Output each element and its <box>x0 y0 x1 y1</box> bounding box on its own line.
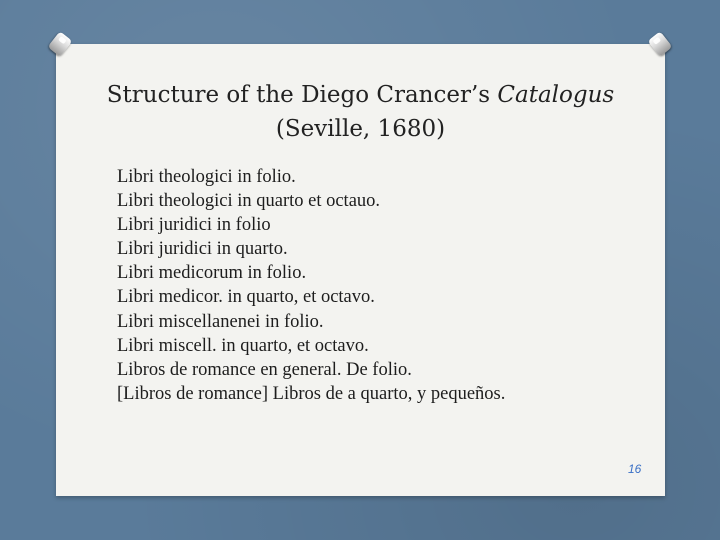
list-item: Libri miscell. in quarto, et octavo. <box>117 335 369 356</box>
list-item: [Libros de romance] Libros de a quarto, y pequeños. <box>117 383 506 404</box>
list-item: Libri medicorum in folio. <box>117 263 307 284</box>
list-item: Libri theologici in quarto et octauo. <box>117 191 381 212</box>
list-item: Libri theologici in folio. <box>117 167 296 187</box>
list-item: Libri juridici in folio <box>117 215 271 236</box>
title-line-2: (Seville, 1680) <box>275 116 446 142</box>
list-item: Libros de romance en general. De folio. <box>117 359 412 380</box>
title-italic-text: Catalogus <box>497 82 615 108</box>
catalogue-sections-list <box>117 165 505 406</box>
title-text: Structure of the Diego Crancer’s <box>106 82 498 108</box>
list-item: Libri juridici in quarto. <box>117 239 288 260</box>
page-number: 16 <box>628 462 642 476</box>
title-line-1 <box>56 78 665 112</box>
list-item: Libri miscellanenei in folio. <box>117 311 324 332</box>
list-item: Libri medicor. in quarto, et octavo. <box>117 287 375 308</box>
slide-title <box>56 78 665 146</box>
